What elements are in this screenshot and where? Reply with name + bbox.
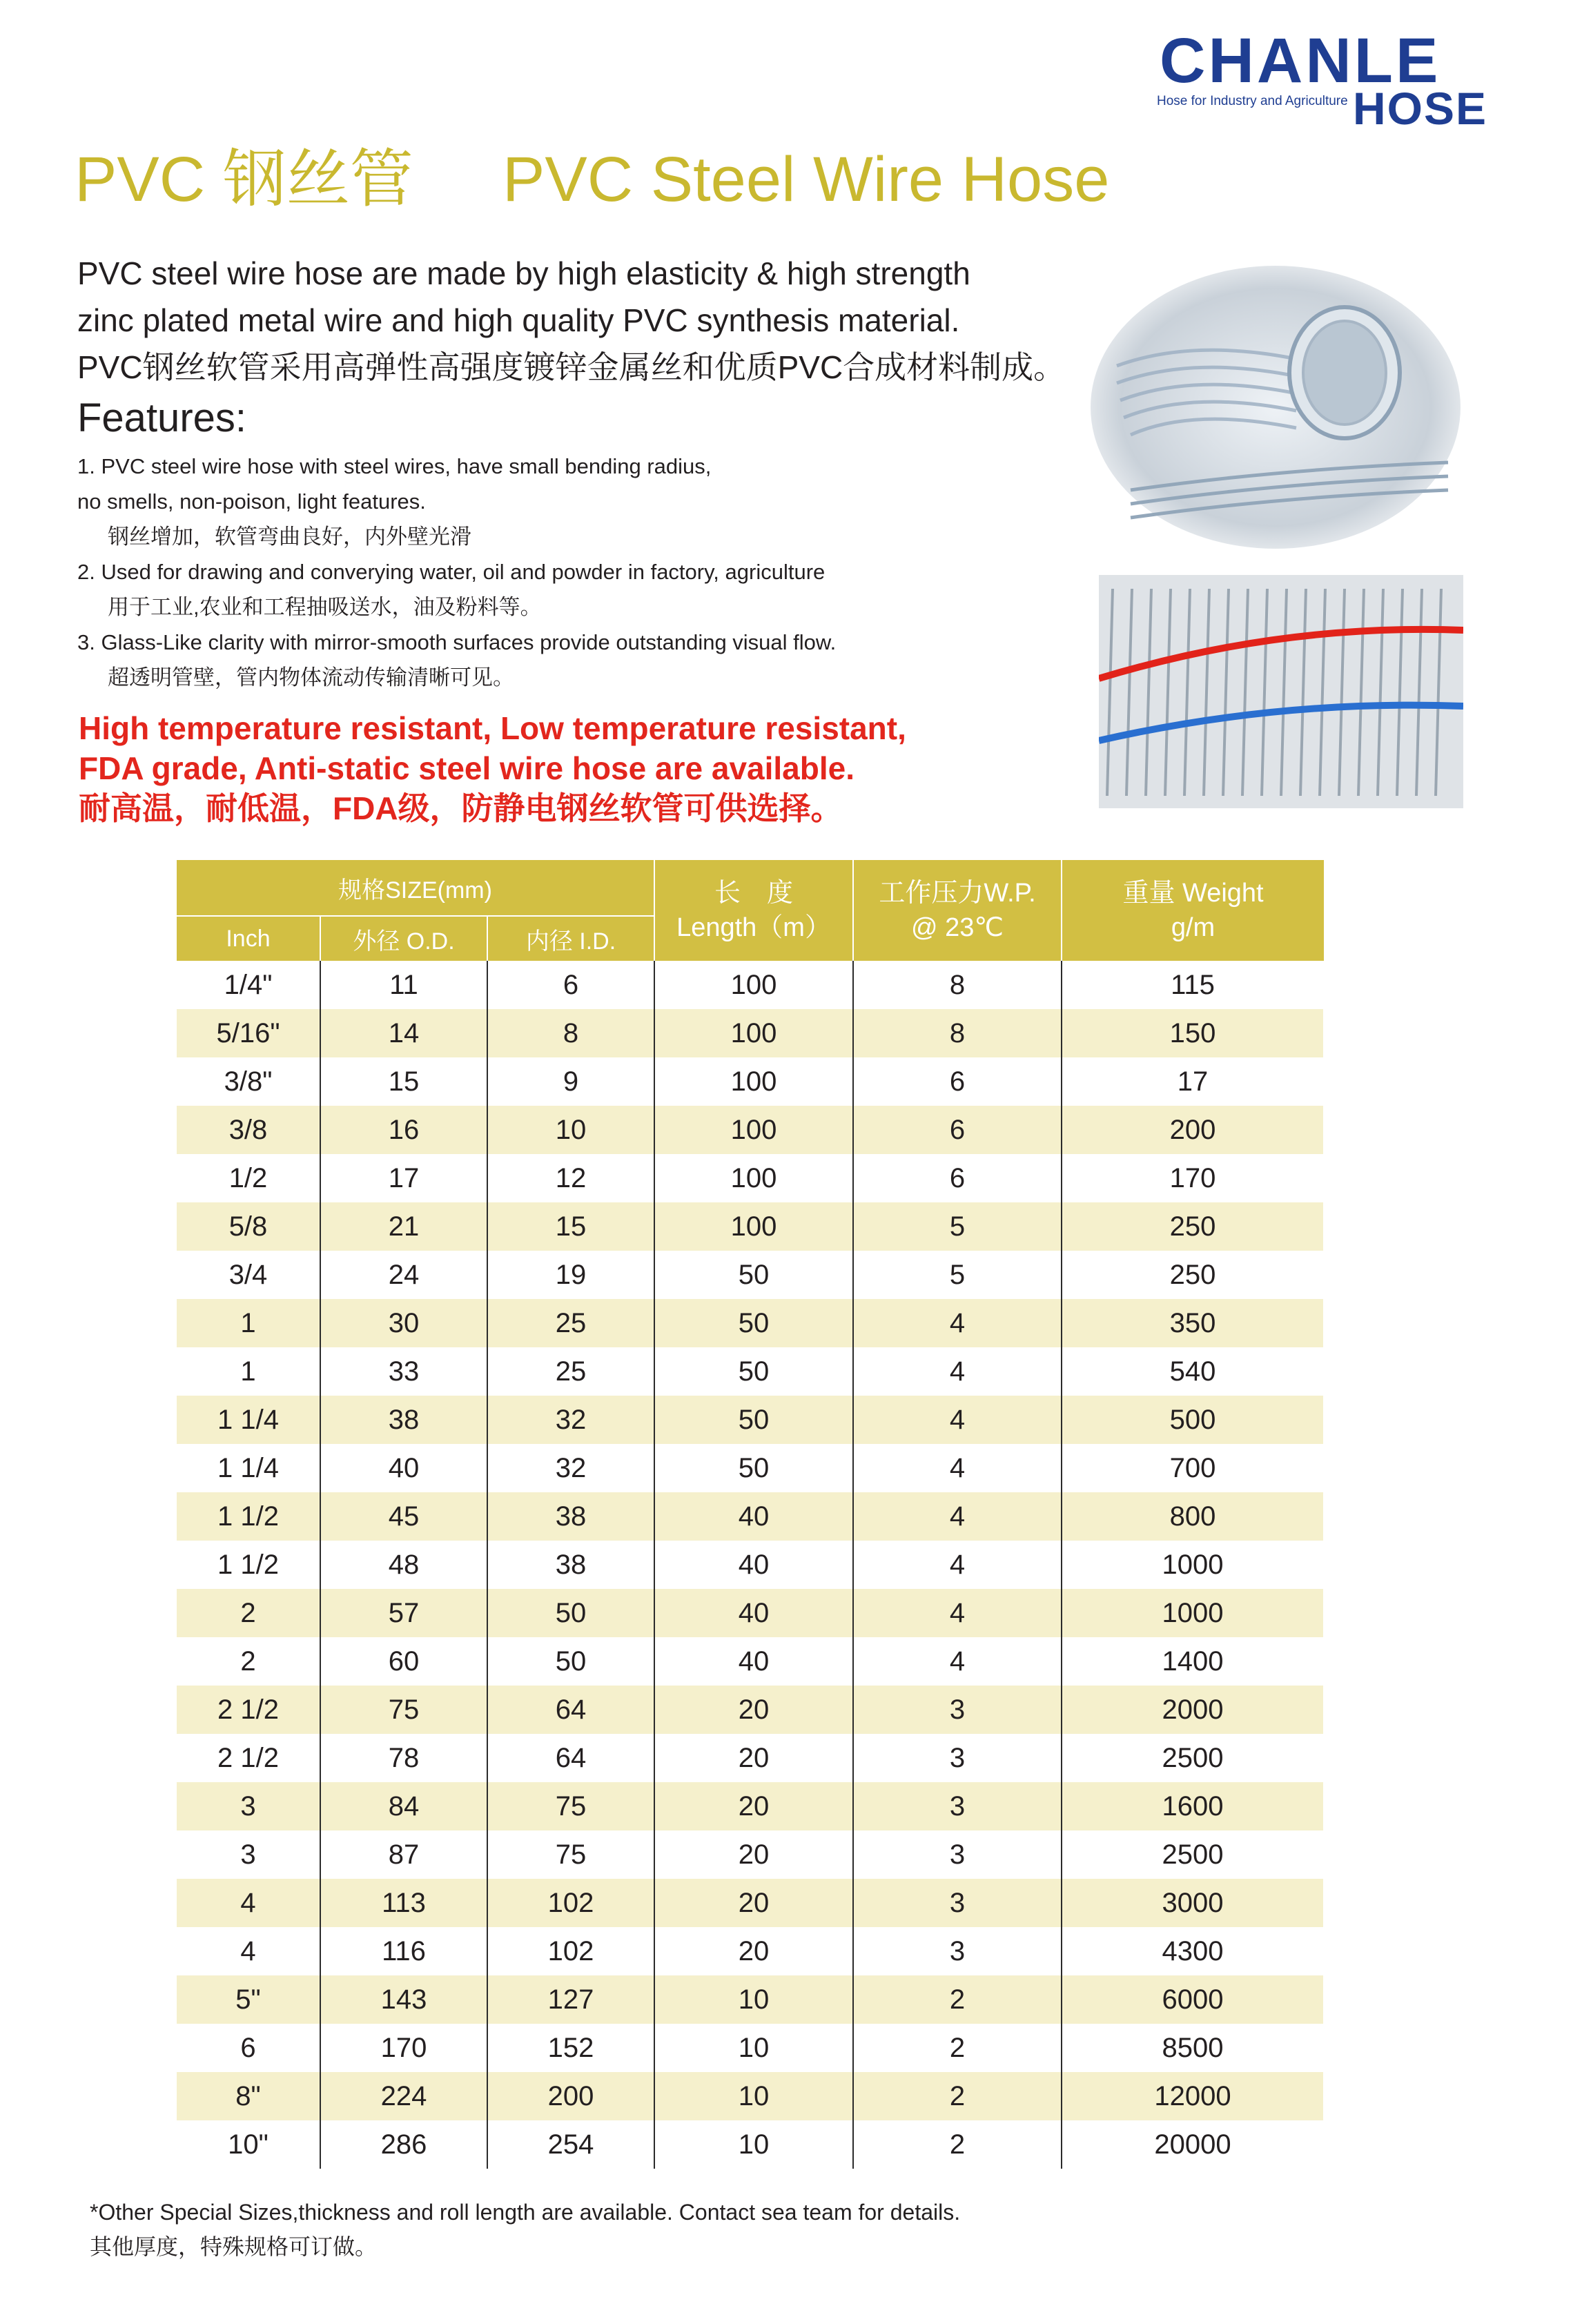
pressure-cell: 3 — [853, 1686, 1062, 1734]
inch-cell: 3/8 — [177, 1106, 320, 1154]
id-cell: 200 — [487, 2072, 654, 2120]
weight-cell: 2500 — [1062, 1734, 1324, 1782]
length-cell: 10 — [654, 2024, 853, 2072]
id-cell: 64 — [487, 1734, 654, 1782]
length-cell: 100 — [654, 961, 853, 1009]
weight-cell: 2000 — [1062, 1686, 1324, 1734]
pressure-cell: 3 — [853, 1782, 1062, 1830]
inch-cell: 3/8" — [177, 1057, 320, 1106]
length-cell: 20 — [654, 1879, 853, 1927]
od-cell: 45 — [320, 1492, 487, 1541]
od-cell: 15 — [320, 1057, 487, 1106]
id-cell: 127 — [487, 1975, 654, 2024]
inch-cell: 10" — [177, 2120, 320, 2169]
notice-line: FDA grade, Anti-static steel wire hose are available. — [79, 750, 855, 786]
pressure-cell: 6 — [853, 1154, 1062, 1202]
id-cell: 25 — [487, 1347, 654, 1396]
table-row — [177, 1782, 1324, 1830]
weight-cell: 1600 — [1062, 1782, 1324, 1830]
length-header — [654, 860, 853, 961]
inch-cell: 3 — [177, 1782, 320, 1830]
features-list — [77, 449, 1099, 695]
pressure-header-line2: @ 23℃ — [910, 913, 1004, 942]
intro-text — [77, 250, 1099, 391]
pressure-cell: 5 — [853, 1251, 1062, 1299]
weight-cell: 1000 — [1062, 1541, 1324, 1589]
length-cell: 20 — [654, 1830, 853, 1879]
id-cell: 32 — [487, 1396, 654, 1444]
feature-line: 1. PVC steel wire hose with steel wires, have small bending radius, — [77, 454, 712, 478]
od-cell: 143 — [320, 1975, 487, 2024]
size-group-header: 规格SIZE(mm) — [177, 860, 654, 916]
hose-with-red-blue-stripes-photo — [1099, 575, 1463, 808]
table-row — [177, 2120, 1324, 2169]
length-cell: 50 — [654, 1251, 853, 1299]
weight-cell: 700 — [1062, 1444, 1324, 1492]
feature-line: 超透明管壁，管内物体流动传输清晰可见。 — [108, 665, 514, 690]
inch-cell: 1/4" — [177, 961, 320, 1009]
table-row — [177, 1299, 1324, 1347]
id-cell: 102 — [487, 1927, 654, 1975]
weight-cell: 17 — [1062, 1057, 1324, 1106]
table-row — [177, 1251, 1324, 1299]
inch-cell: 5/8 — [177, 1202, 320, 1251]
table-row — [177, 1057, 1324, 1106]
id-cell: 6 — [487, 961, 654, 1009]
od-cell: 60 — [320, 1637, 487, 1686]
length-cell: 100 — [654, 1202, 853, 1251]
features-heading: Features: — [77, 396, 246, 440]
od-cell: 24 — [320, 1251, 487, 1299]
weight-cell: 8500 — [1062, 2024, 1324, 2072]
id-cell: 32 — [487, 1444, 654, 1492]
weight-cell: 500 — [1062, 1396, 1324, 1444]
inch-cell: 1 1/4 — [177, 1396, 320, 1444]
feature-line: 用于工业,农业和工程抽吸送水，油及粉料等。 — [108, 595, 542, 619]
od-cell: 224 — [320, 2072, 487, 2120]
od-cell: 286 — [320, 2120, 487, 2169]
pressure-cell: 4 — [853, 1299, 1062, 1347]
inch-cell: 3 — [177, 1830, 320, 1879]
od-cell: 84 — [320, 1782, 487, 1830]
od-cell: 57 — [320, 1589, 487, 1637]
length-header-en: Length（m） — [676, 913, 831, 942]
weight-cell: 170 — [1062, 1154, 1324, 1202]
weight-cell: 1000 — [1062, 1589, 1324, 1637]
intro-line: PVC steel wire hose are made by high elasticity & high strength — [77, 255, 970, 291]
inch-header: Inch — [177, 916, 320, 961]
inch-cell: 1/2 — [177, 1154, 320, 1202]
length-cell: 50 — [654, 1396, 853, 1444]
id-cell: 102 — [487, 1879, 654, 1927]
inch-cell: 8" — [177, 2072, 320, 2120]
pressure-cell: 2 — [853, 2024, 1062, 2072]
inch-cell: 1 1/4 — [177, 1444, 320, 1492]
length-cell: 10 — [654, 2120, 853, 2169]
pressure-cell: 3 — [853, 1927, 1062, 1975]
od-cell: 16 — [320, 1106, 487, 1154]
weight-cell: 800 — [1062, 1492, 1324, 1541]
od-header: 外径 O.D. — [320, 916, 487, 961]
weight-cell: 150 — [1062, 1009, 1324, 1057]
pressure-cell: 2 — [853, 2120, 1062, 2169]
length-cell: 50 — [654, 1347, 853, 1396]
feature-line: 3. Glass-Like clarity with mirror-smooth surfaces provide outstanding visual flow. — [77, 630, 837, 654]
footnote-line: 其他厚度，特殊规格可订做。 — [90, 2234, 378, 2259]
pressure-cell: 8 — [853, 1009, 1062, 1057]
inch-cell: 3/4 — [177, 1251, 320, 1299]
weight-header-line2: g/m — [1171, 913, 1215, 942]
od-cell: 116 — [320, 1927, 487, 1975]
weight-cell: 4300 — [1062, 1927, 1324, 1975]
weight-header — [1062, 860, 1324, 961]
pressure-cell: 6 — [853, 1106, 1062, 1154]
weight-cell: 200 — [1062, 1106, 1324, 1154]
table-row — [177, 1106, 1324, 1154]
id-cell: 50 — [487, 1637, 654, 1686]
intro-line: zinc plated metal wire and high quality PVC synthesis material. — [77, 302, 960, 338]
id-cell: 9 — [487, 1057, 654, 1106]
id-cell: 10 — [487, 1106, 654, 1154]
od-cell: 40 — [320, 1444, 487, 1492]
length-cell: 10 — [654, 2072, 853, 2120]
inch-cell: 5/16" — [177, 1009, 320, 1057]
pressure-cell: 3 — [853, 1830, 1062, 1879]
table-row — [177, 1734, 1324, 1782]
availability-notice — [79, 708, 906, 828]
weight-cell: 1400 — [1062, 1637, 1324, 1686]
table-row — [177, 1396, 1324, 1444]
inch-cell: 4 — [177, 1879, 320, 1927]
inch-cell: 2 — [177, 1589, 320, 1637]
table-row — [177, 1879, 1324, 1927]
weight-cell: 12000 — [1062, 2072, 1324, 2120]
logo-hose-text: HOSE — [1353, 83, 1488, 134]
length-cell: 100 — [654, 1106, 853, 1154]
table-row — [177, 1154, 1324, 1202]
pressure-cell: 3 — [853, 1734, 1062, 1782]
length-cell: 40 — [654, 1637, 853, 1686]
id-cell: 50 — [487, 1589, 654, 1637]
id-cell: 19 — [487, 1251, 654, 1299]
od-cell: 38 — [320, 1396, 487, 1444]
length-cell: 100 — [654, 1009, 853, 1057]
footnote — [90, 2195, 960, 2264]
pressure-header — [853, 860, 1062, 961]
length-cell: 40 — [654, 1589, 853, 1637]
feature-line: no smells, non-poison, light features. — [77, 489, 426, 514]
id-cell: 152 — [487, 2024, 654, 2072]
length-cell: 100 — [654, 1057, 853, 1106]
length-cell: 20 — [654, 1686, 853, 1734]
weight-cell: 6000 — [1062, 1975, 1324, 2024]
pressure-cell: 5 — [853, 1202, 1062, 1251]
id-cell: 75 — [487, 1782, 654, 1830]
id-cell: 8 — [487, 1009, 654, 1057]
length-cell: 20 — [654, 1927, 853, 1975]
od-cell: 170 — [320, 2024, 487, 2072]
inch-cell: 1 — [177, 1347, 320, 1396]
table-row — [177, 1830, 1324, 1879]
table-row — [177, 1347, 1324, 1396]
table-row — [177, 1444, 1324, 1492]
table-row — [177, 1541, 1324, 1589]
pressure-header-line1: 工作压力W.P. — [879, 879, 1036, 908]
table-row — [177, 2024, 1324, 2072]
length-cell: 100 — [654, 1154, 853, 1202]
clear-hose-coil-photo — [1089, 262, 1462, 552]
length-cell: 20 — [654, 1734, 853, 1782]
length-cell: 40 — [654, 1492, 853, 1541]
feature-line: 2. Used for drawing and converying water, oil and powder in factory, agriculture — [77, 560, 826, 584]
table-row — [177, 1927, 1324, 1975]
notice-line: High temperature resistant, Low temperature resistant, — [79, 710, 906, 746]
inch-cell: 5" — [177, 1975, 320, 2024]
table-row — [177, 1637, 1324, 1686]
pressure-cell: 4 — [853, 1541, 1062, 1589]
id-cell: 254 — [487, 2120, 654, 2169]
id-header: 内径 I.D. — [487, 916, 654, 961]
pressure-cell: 4 — [853, 1637, 1062, 1686]
pressure-cell: 4 — [853, 1444, 1062, 1492]
weight-cell: 115 — [1062, 961, 1324, 1009]
length-header-cn: 长 度 — [714, 879, 794, 908]
od-cell: 75 — [320, 1686, 487, 1734]
od-cell: 113 — [320, 1879, 487, 1927]
length-cell: 40 — [654, 1541, 853, 1589]
page-title-chinese: PVC 钢丝管 — [75, 144, 413, 215]
pressure-cell: 4 — [853, 1492, 1062, 1541]
logo-tagline: Hose for Industry and Agriculture — [1157, 94, 1348, 108]
length-cell: 50 — [654, 1444, 853, 1492]
weight-cell: 250 — [1062, 1202, 1324, 1251]
pressure-cell: 4 — [853, 1347, 1062, 1396]
notice-line: 耐高温，耐低温，FDA级，防静电钢丝软管可供选择。 — [79, 790, 843, 826]
brand-logo — [1153, 26, 1525, 134]
id-cell: 25 — [487, 1299, 654, 1347]
id-cell: 75 — [487, 1830, 654, 1879]
table-row — [177, 961, 1324, 1009]
id-cell: 12 — [487, 1154, 654, 1202]
pressure-cell: 4 — [853, 1589, 1062, 1637]
od-cell: 14 — [320, 1009, 487, 1057]
weight-cell: 20000 — [1062, 2120, 1324, 2169]
table-row — [177, 1686, 1324, 1734]
table-row — [177, 1202, 1324, 1251]
inch-cell: 2 1/2 — [177, 1734, 320, 1782]
weight-cell: 350 — [1062, 1299, 1324, 1347]
inch-cell: 1 1/2 — [177, 1541, 320, 1589]
table-row — [177, 1975, 1324, 2024]
spec-table-body — [177, 961, 1324, 2169]
length-cell: 10 — [654, 1975, 853, 2024]
table-row — [177, 1492, 1324, 1541]
weight-header-line1: 重量 Weight — [1122, 879, 1264, 908]
intro-line: PVC钢丝软管采用高弹性高强度镀锌金属丝和优质PVC合成材料制成。 — [77, 349, 1066, 385]
id-cell: 38 — [487, 1541, 654, 1589]
inch-cell: 4 — [177, 1927, 320, 1975]
table-row — [177, 1589, 1324, 1637]
od-cell: 33 — [320, 1347, 487, 1396]
spec-table — [177, 860, 1325, 2169]
table-row — [177, 2072, 1324, 2120]
pressure-cell: 8 — [853, 961, 1062, 1009]
feature-line: 钢丝增加，软管弯曲良好，内外壁光滑 — [108, 525, 471, 549]
pressure-cell: 3 — [853, 1879, 1062, 1927]
weight-cell: 250 — [1062, 1251, 1324, 1299]
inch-cell: 2 1/2 — [177, 1686, 320, 1734]
od-cell: 30 — [320, 1299, 487, 1347]
od-cell: 21 — [320, 1202, 487, 1251]
od-cell: 87 — [320, 1830, 487, 1879]
page-title-english: PVC Steel Wire Hose — [502, 144, 1110, 215]
weight-cell: 540 — [1062, 1347, 1324, 1396]
pressure-cell: 6 — [853, 1057, 1062, 1106]
footnote-line: *Other Special Sizes,thickness and roll length are available. Contact sea team for details. — [90, 2200, 961, 2225]
od-cell: 48 — [320, 1541, 487, 1589]
pressure-cell: 4 — [853, 1396, 1062, 1444]
inch-cell: 1 — [177, 1299, 320, 1347]
inch-cell: 6 — [177, 2024, 320, 2072]
od-cell: 11 — [320, 961, 487, 1009]
pressure-cell: 2 — [853, 1975, 1062, 2024]
inch-cell: 2 — [177, 1637, 320, 1686]
table-row — [177, 1009, 1324, 1057]
od-cell: 17 — [320, 1154, 487, 1202]
length-cell: 50 — [654, 1299, 853, 1347]
inch-cell: 1 1/2 — [177, 1492, 320, 1541]
weight-cell: 2500 — [1062, 1830, 1324, 1879]
length-cell: 20 — [654, 1782, 853, 1830]
logo-brand-text: CHANLE — [1160, 26, 1441, 96]
id-cell: 15 — [487, 1202, 654, 1251]
id-cell: 38 — [487, 1492, 654, 1541]
pressure-cell: 2 — [853, 2072, 1062, 2120]
id-cell: 64 — [487, 1686, 654, 1734]
od-cell: 78 — [320, 1734, 487, 1782]
weight-cell: 3000 — [1062, 1879, 1324, 1927]
